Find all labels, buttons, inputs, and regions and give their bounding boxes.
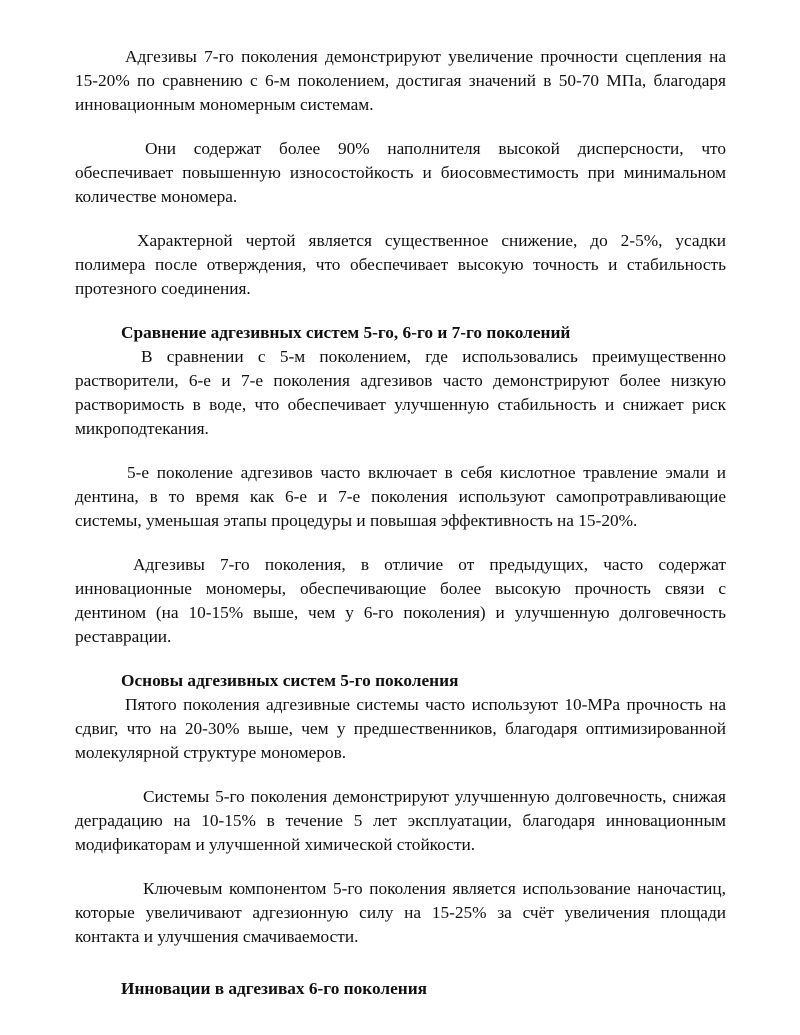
paragraph-acid-etching: 5-е поколение адгезивов часто включает в себя кислотное травление эмали и дентина, в то время как 6-е и 7-е поколения используют самопротравливающие системы, уменьшая этапы процедуры и повышая эффективность на 15-20%.: [75, 463, 726, 530]
paragraph-nanoparticles: Ключевым компонентом 5-го поколения является использование наночастиц, которые увеличивают адгезионную силу на 15-25% за счёт увеличения площади контакта и улучшения смачиваемости.: [75, 879, 726, 946]
paragraph-water-solubility: В сравнении с 5-м поколением, где использовались преимущественно растворители, 6-е и 7-е поколения адгезивов часто демонстрируют более низкую растворимость в воде, что обеспечивает улучшенную стабильность и снижает риск микроподтекания.: [75, 347, 726, 438]
paragraph-filler-content: Они содержат более 90% наполнителя высокой дисперсности, что обеспечивает повышенную износостойкость и биосовместимость при минимальном количестве мономера.: [75, 139, 726, 206]
paragraph-innovative-monomers: Адгезивы 7-го поколения, в отличие от предыдущих, часто содержат инновационные мономеры, обеспечивающие более высокую прочность связи с дентином (на 10-15% выше, чем у 6-го поколения) и улучшенную долговечность реставрации.: [75, 555, 726, 646]
heading-5th-gen-basics: Основы адгезивных систем 5-го поколения: [121, 671, 459, 690]
heading-comparison-5-6-7: Сравнение адгезивных систем 5-го, 6-го и 7-го поколений: [121, 323, 571, 342]
paragraph-7th-gen-bond-strength: Адгезивы 7-го поколения демонстрируют увеличение прочности сцепления на 15-20% по сравнению с 6-м поколением, достигая значений в 50-70 МПа, благодаря инновационным мономерным системам.: [75, 47, 726, 114]
heading-6th-gen-innovations: Инновации в адгезивах 6-го поколения: [121, 979, 428, 998]
paragraph-durability: Системы 5-го поколения демонстрируют улучшенную долговечность, снижая деградацию на 10-15% в течение 5 лет эксплуатации, благодаря инновационным модификаторам и улучшенной химической стойкости.: [75, 787, 726, 854]
paragraph-polymer-shrinkage: Характерной чертой является существенное снижение, до 2-5%, усадки полимера после отверждения, что обеспечивает высокую точность и стабильность протезного соединения.: [75, 231, 726, 298]
paragraph-shear-strength: Пятого поколения адгезивные системы часто используют 10-МРа прочность на сдвиг, что на 20-30% выше, чем у предшественников, благодаря оптимизированной молекулярной структуре мономеров.: [75, 695, 726, 762]
